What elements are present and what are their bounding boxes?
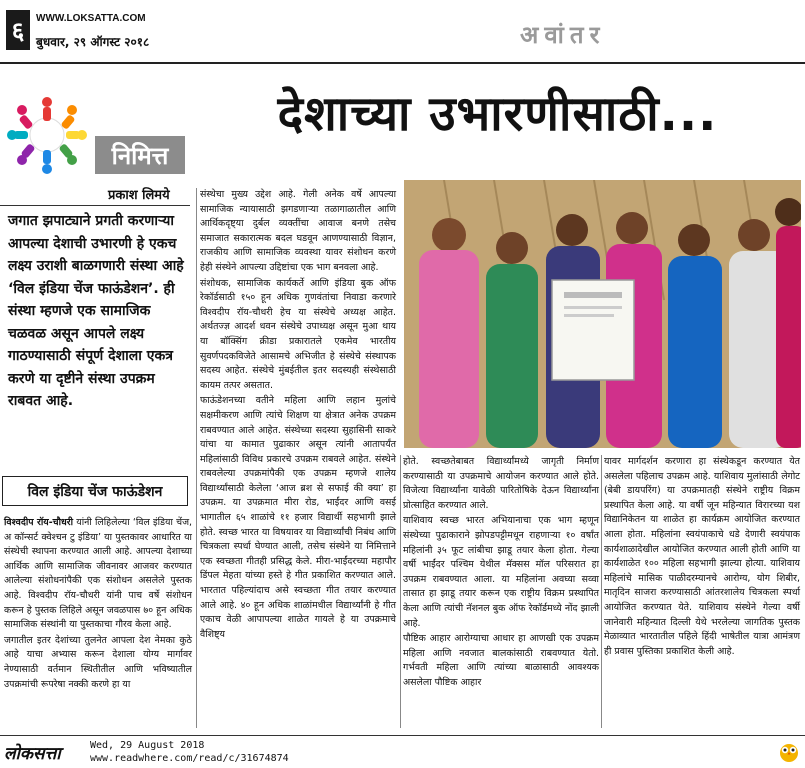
- article-headline: देशाच्या उभारणीसाठी...: [277, 86, 718, 142]
- masthead: [0, 0, 805, 62]
- footer: [0, 737, 805, 768]
- people-circle-icon: [2, 92, 92, 178]
- footer-rule: [0, 735, 805, 736]
- column-divider: [196, 188, 197, 728]
- footer-date: Wed, 29 August 2018: [90, 740, 205, 751]
- footer-url[interactable]: www.readwhere.com/read/c/31674874: [90, 753, 289, 764]
- column-divider: [400, 455, 401, 728]
- intro-paragraph: जगात झपाट्याने प्रगती करणाऱ्या आपल्या देशाची उभारणी हे एकच लक्ष्य उराशी बाळगणारी संस्था आहे ‘विल इंडिया चेंज फाऊंडेशन’. ही संस्था म्हणजे एक सामाजिक चळवळ असून आपले लक्ष्य गाठण्यासाठी संपूर्ण देशाला एकत्र करणे या दृष्टीने संस्था उपक्रम राबवत आहे.: [8, 213, 184, 409]
- column-paragraph: याशिवाय स्वच्छ भारत अभियानाचा एक भाग म्हणून संस्थेच्या पुढाकाराने झोपडपट्टीमधून राहणाऱ्या १० वर्षांत महिलांनी ३५ फूट लांबीचा झाडू तयार केला होता. गेल्या वर्षी भाईंदर पश्चिम येथील मॅक्सस मॉल परिसरात हा उपक्रम राबवण्यात आला. या महिलांना अवघ्या सव्वा तासात हा झाडू तयार करून एक राष्ट्रीय विक्रम प्रस्थापित केला आणि त्यांची नॅशनल बुक ऑफ रेकॉर्डमध्ये नोंद झाली आहे.: [403, 515, 599, 629]
- article-column-2: [200, 188, 396, 643]
- author-byline: प्रकाश लिमये: [108, 188, 170, 203]
- column-paragraph: यावर मार्गदर्शन करणारा हा संस्थेकडून करण्यात येत असलेला पहिलाच उपक्रम आहे. याशिवाय मुलांसाठी लेगोट (बेबी डायपरिंग) या उपक्रमातही संस्थेने राष्ट्रीय विक्रम प्रस्थापित केला आहे. या वर्षी जून महिन्यात विरारच्या यश विद्यानिकेतन या शाळेत हा कार्यक्रम आयोजित करण्यात आला होता. महिलांना स्वयंपाकाचे धडे देणारी स्वयंपाक कार्यशाळादेखील आयोजित करण्यात आली होती आणि या कार्यशाळेत १०० महिला सहभागी झाल्या होत्या. याशिवाय महिलांचे मासिक पाळीदरम्यानचे आरोग्य, योग शिबीर, मातृदिन साजरा करण्यासाठी आंतरशालेय चित्रकला स्पर्धा आयोजित करण्यात येते. याशिवाय संस्थेने गेल्या वर्षी जानेवारी महिन्यात दिल्ली येथे भरलेल्या जागतिक पुस्तक मेळाव्यात भारतातील पहिले हिंदी भाषेतील यात्रा आमंत्रण ही प्रवास पुस्तिका प्रकाशित केली आहे.: [604, 456, 800, 657]
- lead-name: विश्वदीप रॉय-चौधरी: [4, 517, 74, 528]
- column-paragraph: [4, 516, 192, 633]
- page-number: ६: [6, 10, 30, 50]
- article-photo: [404, 180, 801, 448]
- brand-logo: लोकसत्ता: [4, 744, 61, 764]
- article-column-4: [604, 455, 800, 660]
- subhead-box: विल इंडिया चेंज फाऊंडेशन: [2, 476, 188, 506]
- group-photo-image: [404, 180, 801, 448]
- paragraph-text: यांनी लिहिलेल्या ‘विल इंडिया चेंज, अ कॉन्सर्ट क्वेश्चन टु इंडिया’ या पुस्तकावर आधारित या संस्थेची स्थापना करण्यात आली आहे. आपल्या देशाच्या आर्थिक आणि सामाजिक जीवनावर आजवर करण्यात आलेल्या संशोधनांपैकी एक संशोधन असलेले पुस्तक आहे. विश्वदीप रॉय-चौधरी यांनी पाच वर्षे संशोधन करून हे पुस्तक लिहिले असून जवळपास ७० हून अधिक सामाजिक संस्थांनी या पुस्तकाचा गौरव केला आहे.: [4, 517, 193, 631]
- article-column-3: [403, 455, 599, 692]
- byline-rule: [0, 205, 190, 206]
- site-url[interactable]: WWW.LOKSATTA.COM: [36, 13, 146, 24]
- masthead-rule: [0, 62, 805, 64]
- article-column-1: [4, 516, 192, 693]
- owl-icon[interactable]: [778, 739, 800, 763]
- column-paragraph: होते. स्वच्छतेबाबत विद्यार्थ्यांमध्ये जागृती निर्माण करण्यासाठी या उपक्रमाचे आयोजन करण्यात आले होते. विजेत्या विद्यार्थ्यांना यावेळी पारितोषिके देऊन विद्यार्थ्यांना प्रोत्साहित करण्यात आले.: [403, 456, 599, 511]
- issue-date: बुधवार, २९ ऑगस्ट २०१८: [36, 35, 150, 49]
- column-divider: [601, 455, 602, 728]
- column-badge: निमित्त: [95, 136, 185, 174]
- column-paragraph: संस्थेचा मुख्य उद्देश आहे. गेली अनेक वर्षे आपल्या सामाजिक न्यायासाठी झगडणाऱ्या तळागाळातील आणि आर्थिकदृष्ट्या दुर्बल व्यक्तींचा आवाज बनणे तसेच समाजात सकारात्मक बदल घडवून आणण्यासाठी विज्ञान, राजकीय आणि सामाजिक व्यवस्था यावर संशोधन करणे हेही संस्थेने आपल्या उद्दिष्टांचा एक भाग बनवला आहे.: [200, 189, 396, 273]
- column-paragraph: फाऊंडेशनच्या वतीने महिला आणि लहान मुलांचे सक्षमीकरण आणि त्यांचे शिक्षण या क्षेत्रात अनेक उपक्रम राबवण्यात आले आहेत. संस्थेच्या सदस्या सुहासिनी साकरे यांचा या कामात पुढाकार असून त्यांनी आतापर्यंत महिलांसाठी विविध प्रकारचे उपक्रम राबवले आहेत. संस्थेने राबवलेल्या उपक्रमांपैकी एक उपक्रम म्हणजे शालेय विद्यार्थ्यांसाठी केलेला ‘आज ब्रश से सफाई की क्या’ हा उपक्रम. या उपक्रमात मीरा रोड, भाईंदर आणि वसई भागातील ६५ शाळांचे ११ हजार विद्यार्थी सहभागी झाले होते. स्वच्छ भारत या विषयावर या विद्यार्थ्यांची निबंध आणि चित्रकला स्पर्धा घेण्यात आली, तसेच संस्थेने या निमित्ताने एक स्वच्छता गीतही प्रसिद्ध केले. मीरा-भाईंदरच्या महापौर डिंपल मेहता यांच्या हस्ते हे गीत प्रकाशित करण्यात आले. भारतात पहिल्यांदाच असे स्वच्छता गीत तयार करण्यात आले आहे. ४० हून अधिक शाळांमधील विद्यार्थ्यांनी हे गीत एकाच वेळी आपापल्या शाळेत गायले हे या उपक्रमाचे वैशिष्ट्य: [200, 395, 396, 640]
- column-paragraph: जगातील इतर देशांच्या तुलनेत आपला देश नेमका कुठे आहे याचा अभ्यास करून देशाला योग्य मार्गावर नेण्यासाठी वर्तमान स्थितीतील आणि भविष्यातील उपक्रमांची रूपरेषा नक्की करणे हा या: [4, 634, 192, 690]
- column-paragraph: संशोधक, सामाजिक कार्यकर्ते आणि इंडिया बुक ऑफ रेकॉर्डसाठी १५० हून अधिक गुणवंतांचा निवाडा करणारे विश्वदीप रॉय-चौधरी हेच या संस्थेचे अध्यक्ष आहेत. अर्थतज्ज्ञ आदर्श धवन संस्थेचे उपाध्यक्ष असून मुआ थाय या बॉक्सिंग क्रीडा प्रकारातले एकमेव भारतीय सुवर्णपदकविजेते आसामचे अभिजीत हे संस्थेचे संस्थापक सदस्य आहेत. संस्थेचे मुंबईतील इतर सदस्यही संस्थेसाठी कायम तत्पर असतात.: [200, 277, 396, 391]
- section-title: अवांतर: [520, 20, 606, 49]
- column-paragraph: पौष्टिक आहार आरोग्याचा आधार हा आणखी एक उपक्रम महिला आणि नवजात बालकांसाठी राबवण्यात येतो. गर्भवती महिला आणि त्यांच्या बाळासाठी आवश्यक असलेला पौष्टिक आहार: [403, 633, 599, 688]
